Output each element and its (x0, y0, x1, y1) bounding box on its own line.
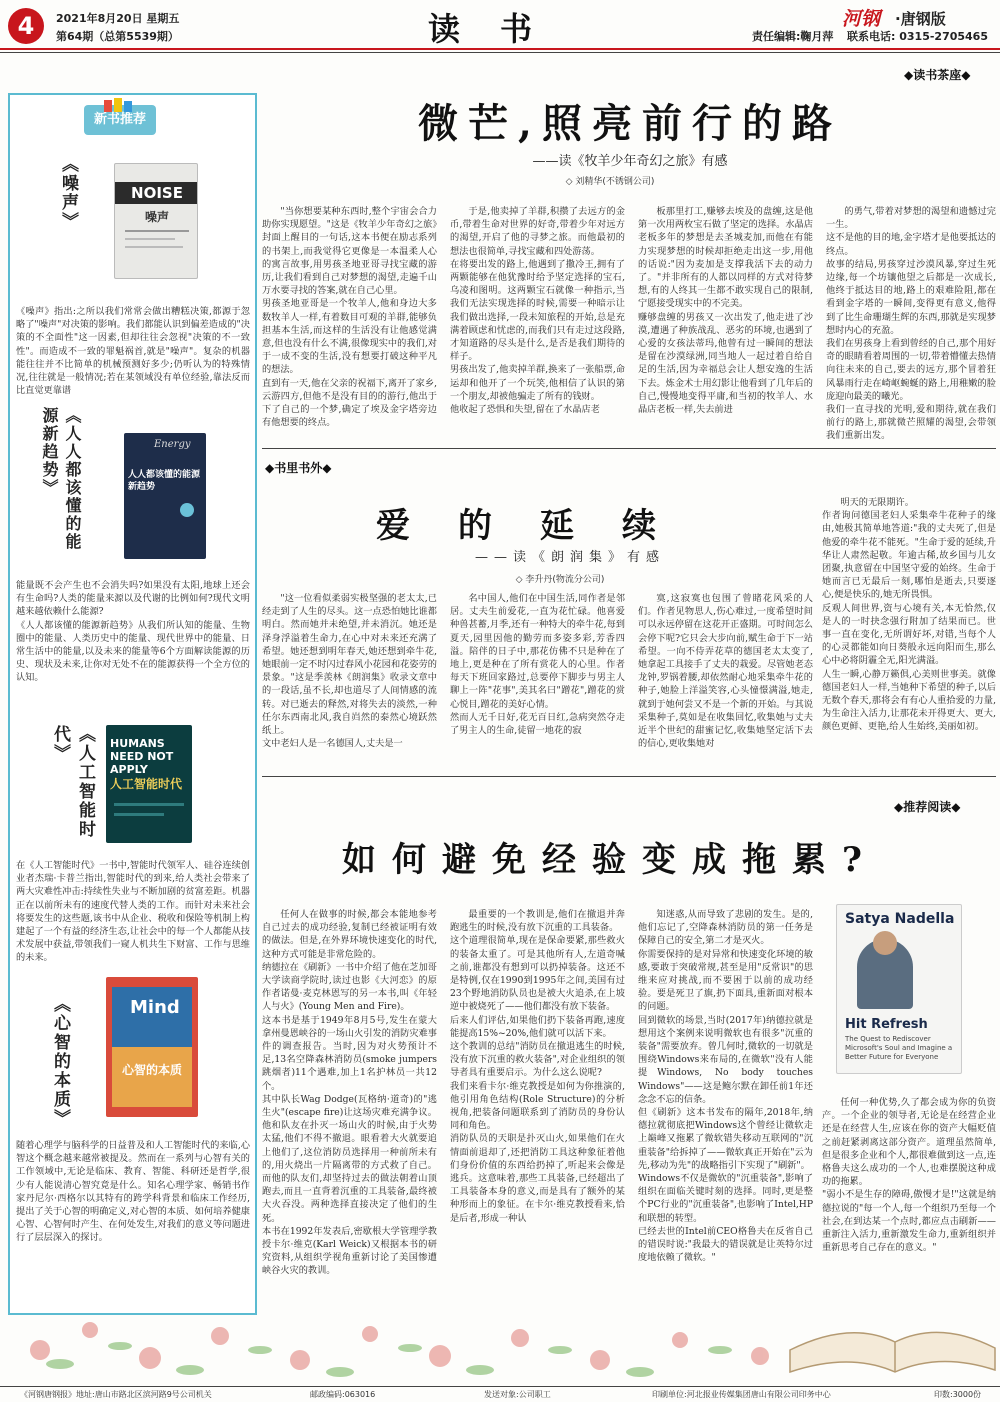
header-rule (0, 48, 1000, 50)
footer-rule (0, 1386, 1000, 1387)
article2-col-4: 明天的无限期许。 作者询问德国老妇人采集牵牛花种子的缘由,她极其简单地答道:"我的丈夫死了,但是他爱的牵牛花不能死。"生命于爱的延续,升华让人肃然起敬。年逾古稀,故乡国与儿女团聚,执意留在中国坚守爱的始终。生命于她而言已无最后一刻,哪怕是逝去,只要逐心,便是快乐的,她无所畏惧。 反观人间世界,资与心境有关,本无恰然,仅是人的一时抉念强行附加了结果而已。世事一直在变化,无所谓好坏,对错,当每个人的心灵都能如向日葵般永远向阳而生,那么心中必将阴霾全无,阳光满溢。 人生一瞬,心静万籁俱,心美则世事美。就像德国老妇人一样,当她种下希望的种子,以后无数个春天,那将会有有心人重拾爱的力量,为生命注入活力,让那花未开得更大、更大,颜色更鲜、更艳,给人生始终,美丽如初。 (822, 497, 996, 733)
book-cover-energy (124, 433, 206, 559)
article2-tag: ◆书里书外◆ (265, 461, 332, 475)
decor-flowers-banner (0, 1290, 1000, 1382)
cover-title: Hit Refresh (845, 1017, 928, 1032)
article3-tag: ◆推荐阅读◆ (894, 800, 961, 814)
editor-line: 责任编辑:鞠月萍 (752, 30, 834, 43)
book-title-energy: 《人人都该懂的能源新趋势》 (40, 407, 82, 551)
article1-col-2: 于是,他卖掉了羊群,积攒了去远方的金币,带着生命对世界的好奇,带着少年对远方的渴望,开启了他的寻梦之旅。而他最初的想法也很简单,寻找宝藏和四处游荡。 在将要出发的路上,他遇到了撒冷王,拥有了两颗能够在他犹豫时给予坚定选择的宝石,乌凌和图明。这两颗宝石就像一种指示,当我们无法实现选择的时候,需要一种暗示让我们做出选择,一段未知旅程的开始,总是充满着顾虑和忧虑的,而我们只有走过这段路,才知道路的尽头是什么,是否是我们期待的样子。 男孩出发了,他卖掉羊群,换来了一张船票,命运却和他开了一个玩笑,他相信了认识的第一个朋友,却被他骗走了所有的钱财。 他收起了恐惧和失望,留在了水晶店老 (450, 206, 625, 416)
article1-col-4: 的勇气,带着对梦想的渴望和遗憾过完一生。 这不是他的目的地,金字塔才是他要抵达的终点。 故事的结局,男孩穿过沙漠风暴,穿过生死边缘,每一个坊镶他望之后都是一次成长,他终于抵达目的地,路上的艰难险阻,都在看到金字塔的一瞬间,变得更有意义,他得到了比生命珊瑚生辉的东西,那就是实现梦想时内心的充盈。 我们在男孩身上看到曾经的自己,那个用好奇的眼睛看着周围的一切,带着懵懂去热情向往未来的自己,要去的远方,那个冒着狂风暴雨行走在崎岖蜿蜒的路上,用稚嫩的脸庞迎向最美的曦光。 我们一直寻找的光明,爱和期待,就在我们前行的路上,那就微芒照耀的渴望,会带领我们重新出发。 (826, 206, 996, 442)
book-title-noise: 《噪声》 (58, 155, 78, 231)
cover-main-text: Mind (130, 997, 180, 1018)
book-desc-energy: 能量既不会产生也不会消失吗?如果没有太阳,地球上还会有生命吗?人类的能量来源以及代谢的比例如何?现代文明越来越依赖什么能源? 《人人都该懂的能源新趋势》从我们所认知的能量、生物圈中的能量、人类历史中的能量、现代世界中的能量、日常生活中的能量,以及未来的能量等6个方面解读能源的历史、现状及未来,让你对无处不在的能源获得一个全方位的认知。 (16, 580, 250, 684)
cover-author: Satya Nadella (845, 911, 955, 927)
article2-subtitle: ——读《朗润集》有感 (474, 550, 665, 565)
article3-col-3: 知迷惑,从而导致了悲剧的发生。是的,他们忘记了,空降森林消防员的第一任务是保障自己的安全,第二才是灭火。 你需要保持的是对异常和快速变化环境的敏感,要敢于突破常规,甚至是用"反常识"的思维来应对挑战,而不要困于以前的成功经验。要是死卫了旗,扔下面具,重新面对根本的问题。 回到微软的场景,当时(2017年)纳德拉就是想用这个案例来说明微软也有很多"沉重的装备"需要放弃。曾几何时,微软的一切就是围绕Windows来布局的,在微软"没有人能提Windows, No body touches Windows"——这是鲍尔默在卸任前1年还念念不忘的信条。 但《刷新》这本书发布的隔年,2018年,纳德拉就彻底把Windows这个曾经让微软走上巅峰又拖累了微软错失移动互联网的"沉重装备"给拆掉了——微软真正开始在"云为先,移动为先"的战略指引下实现了"刷新"。 Windows不仅是微软的"沉重装备",影响了组织在面临关键时刻的选择。同时,更是整个PC行业的"沉重装备",也影响了Intel,HP和联想的转型。 已经去世的Intel前CEO格鲁夫在反省自己的错误时说:"我最大的错误就是让英特尔过度地依赖了微软。" (638, 909, 813, 1264)
cover-sub-text: 噪声 (144, 210, 169, 224)
cover-main-text: NOISE (131, 184, 183, 202)
article2-title: 爱的延续 (376, 506, 704, 546)
cover-main-text: HUMANS NEED NOT APPLY (110, 737, 174, 776)
open-book-icon (790, 1332, 995, 1372)
article3-col-2: 最重要的一个教训是,他们在撤退并奔跑逃生的时候,没有放下沉重的工具装备。 这个道理很简单,现在是保命要紧,那些救火的装备太重了。可是其他所有人,左道奇喊之前,谁都没有想到可以扔掉装备。这还不是特例,仅在1990到1995年之间,美国有过23个野地消防队员也是被大火追杀,在上坡逆中被烧死了——他们都没有放下装备。 后来人们评估,如果他们扔下装备再跑,速度能提高15%~20%,他们就可以活下来。 这个教训的总结"消防员在撤退逃生的时候,没有放下沉重的救火装备",对企业组织的领导者具有重要启示。为什么这么说呢? 我们来看卡尔·维克教授是如何为你推演的,他引用角色结构(Role Structure)的分析视角,把装备问题联系到了消防员的身份认同和角色。 消防队员的天职是扑灭山火,如果他们在火情面前退却了,还把消防工具这种象征着他们身份价值的东西给扔掉了,听起来会像是逃兵。这意味着,那些工具装备,已经超出了工具装备本身的意义,而是具有了额外的某种形而上的象征。在卡尔·维克教授看来,恰是后者,形成一种认 (450, 909, 625, 1224)
book-cover-ai (106, 725, 192, 843)
footer-audience: 发送对象:公司职工 (484, 1390, 551, 1399)
article3-col-4: 任何一种优势,久了都会成为你的负资产。一个企业的领导者,无论是在经营企业还是在经营人生,应该在你的资产大幅贬值之前赶紧剥离这部分资产。道理虽然简单,但是很多企业和个人,都很难做到这一点,连格鲁夫这么成功的一个人,也难摆脱这种成功的拖累。 "弱小不是生存的障碍,傲慢才是!"这就是纳德拉说的"每一个人,每一个组织乃至每一个社会,在到达某一个点时,都应点击刷新——重新注入活力,重新激发生命力,重新组织并重新思考自己存在的意义。" (822, 1097, 996, 1254)
divider (262, 776, 996, 777)
new-book-sidebar (8, 93, 257, 1315)
book-title-ai: 《人工智能时代》 (50, 725, 95, 839)
phone-line: 联系电话: 0315-2705465 (847, 30, 988, 43)
new-book-badge: 新书推荐 (84, 105, 156, 135)
article1-col-1: "当你想要某种东西时,整个宇宙会合力助你实现愿望。"这是《牧羊少年奇幻之旅》封面上醒目的一句话,这本书便在励志系列的书架上,而我觉得它更像是一本温柔人心的寓言故事,用男孩圣地亚哥寻找宝藏的游历,让我们看到自己对梦想的渴望,走遍千山万水要寻找的答案,就在自己心里。 男孩圣地亚哥是一个牧羊人,他和身边大多数牧羊人一样,有着数目可观的羊群,能够负担基本生活,而这样的生活没有让他感觉满意,但也没有什么不满,很像现实中的我们,对于一成不变的生活,没有想要打破这种平凡的想法。 直到有一天,他在父亲的祝福下,离开了家乡,云游四方,但他不是没有目的的游行,他出于下了自己的一个梦,确定了埃及金字塔旁边有他想要的终点。 (262, 206, 437, 429)
article2-author: ◇ 李升丹(物流分公司) (515, 575, 605, 585)
article1-title: 微芒,照亮前行的路 (418, 100, 842, 147)
footer-address: 《河钢唐钢报》地址:唐山市路北区滨河路9号公司机关 (20, 1390, 212, 1399)
article1-author: ◇ 刘精华(不锈钢公司) (565, 177, 655, 187)
cover-sub-text: 人工智能时代 (110, 777, 183, 791)
section-title: 读书 (427, 10, 572, 48)
cover-sub-text: 人人都该懂的能源新趋势 (128, 470, 201, 492)
book-title-mind: 《心智的本质》 (50, 995, 70, 1128)
masthead-brand: 河钢 (842, 8, 881, 30)
article2-col-3: 寞,这寂寞也包围了曾睹花风采的人们。作者见物思人,伤心难过,一度希望时间可以永远停留在这花开正盛期。可时间怎么会停下呢?它只会大步向前,赋生命于下一站希望。一向不侍弄花草的德国老太太变了,她拿起工具接手了丈夫的栽爱。尽管她老态龙钟,罗锅着腰,却依然耐心地采集牵牛花的种子,她脸上洋溢笑容,心头憧憬满溢,她走,就到于她何尝又不是一个新的开始。与其说采集种子,莫如是在收集回忆,收集她与丈夫近半个世纪的甜蜜记忆,收集她坚定活下去的信心,更收集她对 (638, 593, 813, 750)
book-cover-noise (114, 163, 198, 279)
page-header (0, 0, 1000, 50)
article2-col-1: "这一位看似柔弱实极坚强的老太太,已经走到了人生的尽头。这一点恐怕她比谁都明白。然而她并未绝望,并未消沉。她还是泽身浮溢着生命力,在心中对未来还充满了希望。她还想到明年春天,她还想到牵牛花,她眼前一定不时闪过春风小花园和花姿劳的景象。"这是季羡林《朗润集》收录文章中的一段话,虽不长,却也道尽了人间情感的流转。对已逝去的释然,对将失去的淡然,一种任尔东西南北风,我自岿然的泰然心境跃然纸上。 文中老妇人是一名德国人,丈夫是一 (262, 593, 437, 750)
date-line: 2021年8月20日 星期五 (56, 12, 180, 25)
article1-subtitle: ——读《牧羊少年奇幻之旅》有感 (532, 154, 728, 169)
divider (262, 448, 996, 449)
cover-blurb: The Quest to Rediscover Microsoft's Soul and Imagine a Better Future for Everyone (845, 1035, 953, 1061)
article2-col-2: 名中国人,他们在中国生活,同作者是邻居。丈夫生前爱花,一直为花忙碌。他喜爱种兽甚蓄,月季,还有一种特大的牵牛花,每到夏天,园里因他的勤劳而多姿多彩,芳香四溢。陪伴的日子中,那花仿佛不只是种在了地上,更是种在了所有赏花人的心里。作者每天下班回家路过,总要停下脚步与男主人聊上一阵"花事",美其名曰"蹭花",蹭花的赏心悦目,蹭花的美好心情。 然而人无千日好,花无百日红,急病突然夺走了男主人的生命,徒留一地花的寂 (450, 593, 625, 737)
book-desc-ai: 在《人工智能时代》一书中,智能时代领军人、硅谷连续创业者杰瑞·卡普兰指出,智能时代的到来,给人类社会带来了两大灾难性冲击:持续性失业与不断加剧的贫富差距。机器正在以前所未有的速度代替人类的工作。而针对未来社会将要发生的这些题,该书中从企业、税收和保险等机制上构建起了一个有益的经济生态,让社会中的每一个人都能从技术发展中获益,带领我们一窥人机共生下财富、工作与思维的未来。 (16, 860, 250, 964)
article3-title: 如何避免经验变成拖累? (342, 840, 878, 880)
cover-sub-text: 心智的本质 (122, 1063, 183, 1077)
article1-tag: ◆读书茶座◆ (904, 68, 971, 82)
footer-printer: 印刷单位:河北报业传媒集团唐山有限公司印务中心 (652, 1390, 831, 1399)
decor-books-icon (102, 97, 138, 111)
article1-col-3: 板那里打工,赚够去埃及的盘缠,这是他第一次用两枚宝石做了坚定的选择。水晶店老板多年的梦想是去圣城麦加,而他在有能力实现梦想的时候却拒绝走出这一步,用他的话说:"因为麦加是支撑我活下去的动力了。"并非所有的人都以同样的方式对待梦想,有的人终其一生都不敢实现自己的限制,宁愿接受现实中的不完美。 赚够盘缠的男孩又一次出发了,他走进了沙漠,遭遇了种族战乱、恶劣的环境,也遇到了心爱的女孩法蒂玛,他曾有过一瞬间的想法是留在沙漠绿洲,同当地人一起过着自给自足的生活,因为幸福总会让人想安逸的生活下去。炼金术士用幻影让他看到了几年后的自己,慢慢地变得平庸,和当初的牧羊人、水晶店老板一样,失去前进 (638, 206, 813, 416)
footer-print-count: 印数:3000份 (934, 1390, 982, 1399)
header-rule-thin (0, 52, 1000, 53)
masthead-edition: ·唐钢版 (895, 10, 946, 28)
page-number: 4 (8, 8, 44, 44)
footer-postcode: 邮政编码:063016 (310, 1390, 376, 1399)
book-desc-mind: 随着心理学与脑科学的日益普及和人工智能时代的来临,心智这个概念越来越常被提及。然而在一系列与心智有关的工作领域中,无论是临床、教育、智能、科研还是哲学,很少有人能说清心智究竟是什么。知名心理学家、畅销书作家丹尼尔·西格尔以其特有的跨学科背景和临床工作经历,提出了关于心智的明确定义,对心智的本质、如何培养健康心智、心智何时产生、在何处发生,对我们的意义等问题进行了层层深入的探讨。 (16, 1140, 250, 1244)
article3-col-1: 任何人在做事的时候,都会本能地参考自己过去的成功经验,复制已经被证明有效的做法。但是,在外界环境快速变化的时代,这种方式可能是非常危险的。 纳德拉在《刷新》一书中介绍了他在芝加哥大学读商学院时,读过也影《大河恋》的原作者诺曼·麦克林恩写的另一本书,叫《年轻人与火》(Young Men and Fire)。 这本书是基于1949年8月5号,发生在蒙大拿州曼恩峡谷的一场山火引发的消防灾难事件的调查报告。当时,因为对火势预计不足,13名空降森林消防员(smoke jumpers跳烟者)11个遇难,加上1名护林员一共12个。 其中队长Wag Dodge(瓦格纳·道奇)的"逃生火"(escape fire)让这场灾难充满争议。他和队友在扑灭一场山火的时候,由于火势太猛,他们不得不撤退。眼看着大火就要追上他们了,这位消防员选择用一种前所未有的,用火烧出一片隔离带的方式救了自己。而他的队友们,却坚持过去的做法朝着山顶跑去,而且一直背着沉重的工具装备,最终被大火吞没。两种选择直接决定了他们的生死。 本书在1992年发表后,密歇根大学管理学教授卡尔·维克(Karl Weick)又根据本书的研究资料,从组织学视角重新讨论了美国惨遭峡谷火灾的教训。 (262, 909, 437, 1277)
book-desc-noise: 《噪声》指出:之所以我们常常会做出糟糕决策,都源于忽略了"噪声"对决策的影响。我们都能认识到偏差造成的"决策的不全面性"这一因素,但却往往会忽视"决策的不一致性"。而造成不一致的罪魁祸首,就是"噪声"。复杂的机器能往往并不比简单的机械预测好多少;仍听认为的特殊情况,往往就是一般情况;若在某领域没有单位经验,靠法反而比直觉更靠谱 (16, 306, 250, 397)
issue-line: 第64期（总第5539期） (56, 30, 179, 43)
cover-main-text: Energy (154, 439, 191, 450)
book-cover-hit-refresh (836, 904, 962, 1074)
book-cover-mind (106, 977, 198, 1117)
